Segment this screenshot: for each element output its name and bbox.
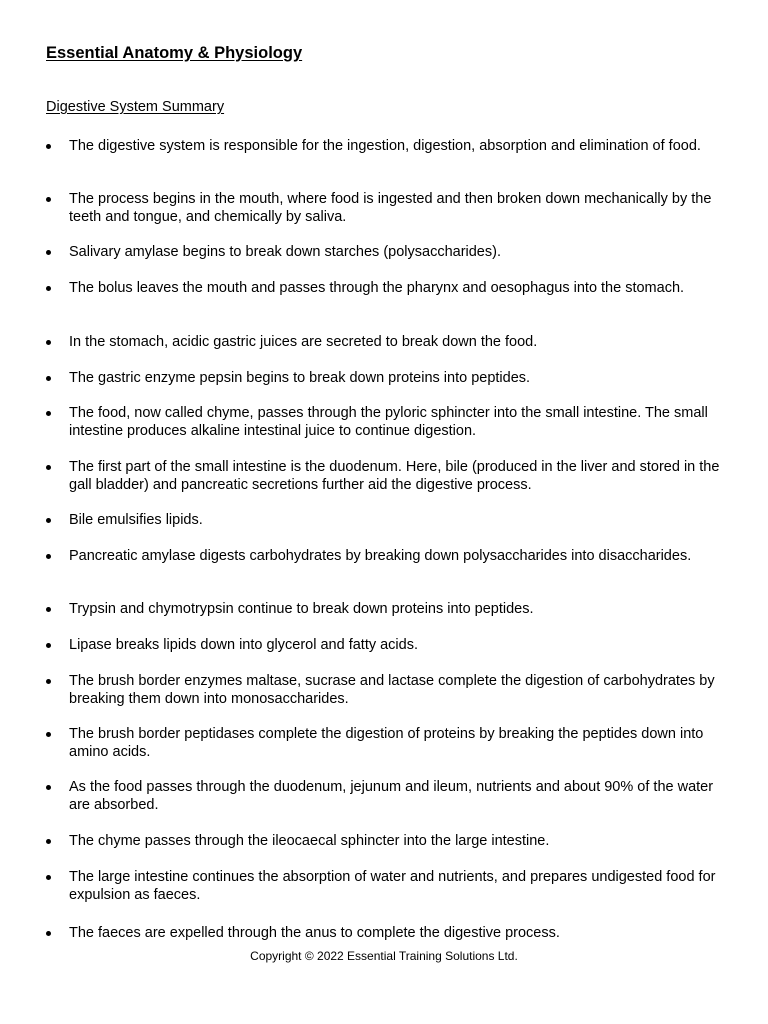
copyright-footer: Copyright © 2022 Essential Training Solutions Ltd.	[250, 949, 518, 963]
list-item	[46, 832, 726, 850]
list-item-text: The brush border peptidases complete the digestion of proteins by breaking the peptides down into amino acids.	[69, 726, 704, 760]
list-item-text: The process begins in the mouth, where food is ingested and then broken down mechanically by the teeth and tongue, and chemically by saliva.	[69, 191, 712, 225]
list-item	[46, 404, 726, 440]
list-item-text: The faeces are expelled through the anus to complete the digestive process.	[69, 925, 560, 941]
list-item	[46, 137, 726, 155]
list-item-text: In the stomach, acidic gastric juices are secreted to break down the food.	[69, 334, 538, 350]
list-item-text: The food, now called chyme, passes through the pyloric sphincter into the small intestine. The small intestine produces alkaline intestinal juice to continue digestion.	[69, 405, 708, 439]
list-item-text: Bile emulsifies lipids.	[69, 512, 203, 528]
bullet-icon	[46, 197, 51, 202]
bullet-icon	[46, 931, 51, 936]
list-item-text: The chyme passes through the ileocaecal sphincter into the large intestine.	[69, 833, 550, 849]
bullet-icon	[46, 875, 51, 880]
list-item-text: The first part of the small intestine is the duodenum. Here, bile (produced in the liver and stored in the gall bladder) and pancreatic secretions further aid the digestive process.	[69, 459, 720, 493]
list-item	[46, 636, 726, 654]
list-item	[46, 868, 726, 904]
bullet-icon	[46, 643, 51, 648]
section-heading: Digestive System Summary	[46, 99, 225, 115]
list-item	[46, 924, 726, 942]
list-item	[46, 333, 726, 351]
list-item	[46, 458, 726, 494]
list-item	[46, 547, 726, 565]
list-item-text: Trypsin and chymotrypsin continue to break down proteins into peptides.	[69, 601, 534, 617]
document-title: Essential Anatomy & Physiology	[46, 44, 303, 62]
list-item-text: As the food passes through the duodenum, jejunum and ileum, nutrients and about 90% of the water are absorbed.	[69, 779, 714, 813]
list-item	[46, 243, 726, 261]
list-item-text: Pancreatic amylase digests carbohydrates by breaking down polysaccharides into disaccharides.	[69, 548, 692, 564]
list-item-text: The bolus leaves the mouth and passes through the pharynx and oesophagus into the stomach.	[69, 280, 685, 296]
list-item	[46, 369, 726, 387]
list-item	[46, 279, 726, 297]
list-item-text: Lipase breaks lipids down into glycerol and fatty acids.	[69, 637, 418, 653]
bullet-icon	[46, 839, 51, 844]
bullet-icon	[46, 679, 51, 684]
bullet-icon	[46, 785, 51, 790]
list-item-text: Salivary amylase begins to break down starches (polysaccharides).	[69, 244, 501, 260]
list-item	[46, 511, 726, 529]
bullet-icon	[46, 607, 51, 612]
bullet-icon	[46, 286, 51, 291]
list-item-text: The digestive system is responsible for the ingestion, digestion, absorption and elimination of food.	[69, 138, 701, 154]
list-item	[46, 190, 726, 226]
bullet-icon	[46, 144, 51, 149]
bullet-icon	[46, 518, 51, 523]
list-item	[46, 600, 726, 618]
list-item	[46, 672, 726, 708]
bullet-icon	[46, 411, 51, 416]
bullet-icon	[46, 250, 51, 255]
bullet-icon	[46, 340, 51, 345]
bullet-icon	[46, 732, 51, 737]
list-item-text: The gastric enzyme pepsin begins to break down proteins into peptides.	[69, 370, 531, 386]
bullet-icon	[46, 554, 51, 559]
list-item-text: The large intestine continues the absorption of water and nutrients, and prepares undigested food for expulsion as faeces.	[69, 869, 716, 903]
bullet-icon	[46, 465, 51, 470]
list-item	[46, 725, 726, 761]
bullet-icon	[46, 376, 51, 381]
list-item-text: The brush border enzymes maltase, sucrase and lactase complete the digestion of carbohydrates by breaking them down into monosaccharides.	[69, 673, 715, 707]
list-item	[46, 778, 726, 814]
